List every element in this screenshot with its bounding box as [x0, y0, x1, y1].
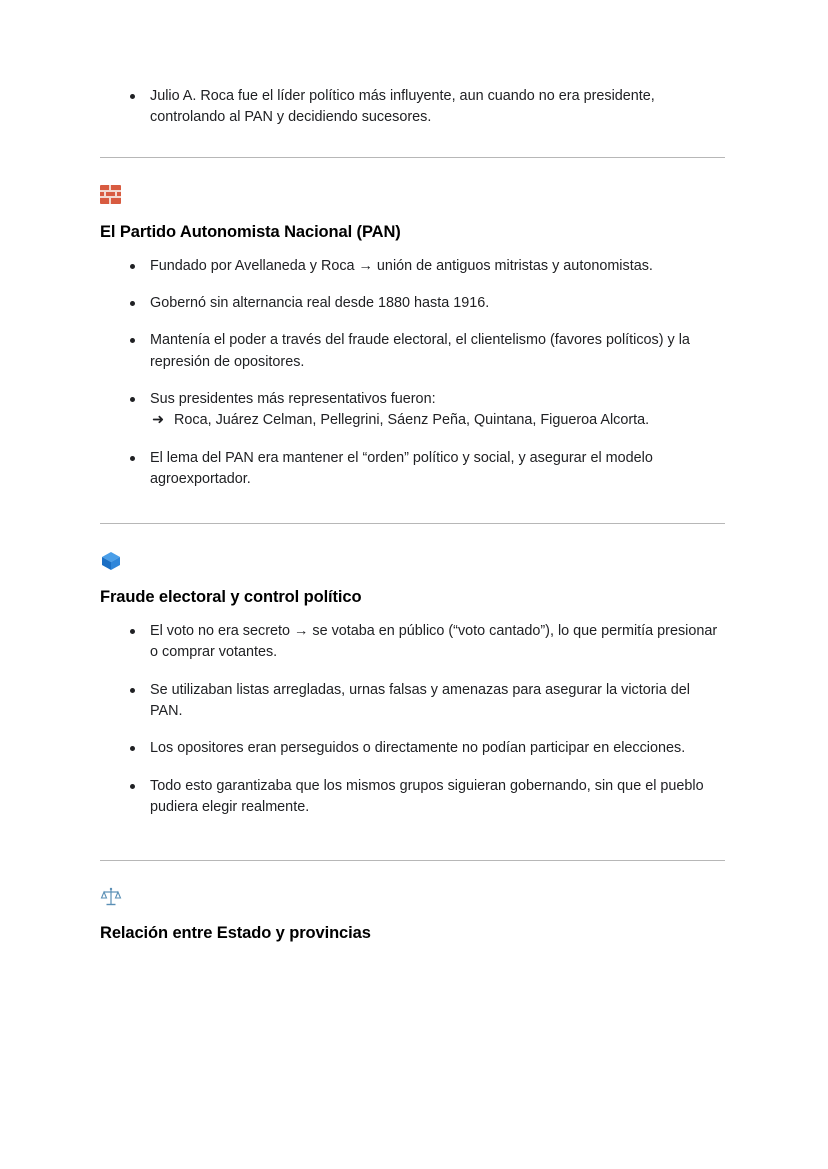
section-estado-provincias — [100, 886, 725, 943]
list-item: Fundado por Avellaneda y Roca → unión de antiguos mitristas y autonomistas. — [100, 256, 725, 277]
balance-scale-icon — [100, 886, 122, 908]
intro-bullet-list — [100, 86, 725, 129]
brick-icon — [100, 185, 122, 207]
section-fraude-electoral — [100, 550, 725, 818]
list-item: Mantenía el poder a través del fraude electoral, el clientelismo (favores políticos) y la represión de opositores. — [100, 330, 725, 373]
page-title: Relación entre Estado y provincias — [100, 924, 371, 943]
sub-list-item — [100, 410, 725, 431]
blue-cube-icon — [100, 550, 122, 572]
list-item: Sus presidentes más representativos fueron: — [100, 389, 725, 410]
list-item: Los opositores eran perseguidos o directamente no podían participar en elecciones. — [100, 738, 725, 759]
arrow-icon: ➜ — [152, 412, 165, 429]
pan-bullet-list-after — [100, 448, 725, 491]
list-item: Se utilizaban listas arregladas, urnas falsas y amenazas para asegurar la victoria del PAN. — [100, 680, 725, 723]
list-item: El lema del PAN era mantener el “orden” político y social, y asegurar el modelo agroexportador. — [100, 448, 725, 491]
section-pan — [100, 185, 725, 491]
fraude-bullet-list — [100, 621, 725, 818]
page-title: Fraude electoral y control político — [100, 588, 362, 607]
list-item: Julio A. Roca fue el líder político más influyente, aun cuando no era presidente, controlando al PAN y decidiendo sucesores. — [100, 86, 725, 129]
list-item: El voto no era secreto → se votaba en público (“voto cantado”), lo que permitía presionar o comprar votantes. — [100, 621, 725, 664]
list-item: Gobernó sin alternancia real desde 1880 hasta 1916. — [100, 293, 725, 314]
sub-list-item-label: Roca, Juárez Celman, Pellegrini, Sáenz Peña, Quintana, Figueroa Alcorta. — [174, 412, 650, 429]
pan-bullet-list — [100, 256, 725, 411]
document-body — [100, 86, 725, 943]
list-item: Todo esto garantizaba que los mismos grupos siguieran gobernando, sin que el pueblo pudiera elegir realmente. — [100, 776, 725, 819]
page-title: El Partido Autonomista Nacional (PAN) — [100, 222, 401, 241]
